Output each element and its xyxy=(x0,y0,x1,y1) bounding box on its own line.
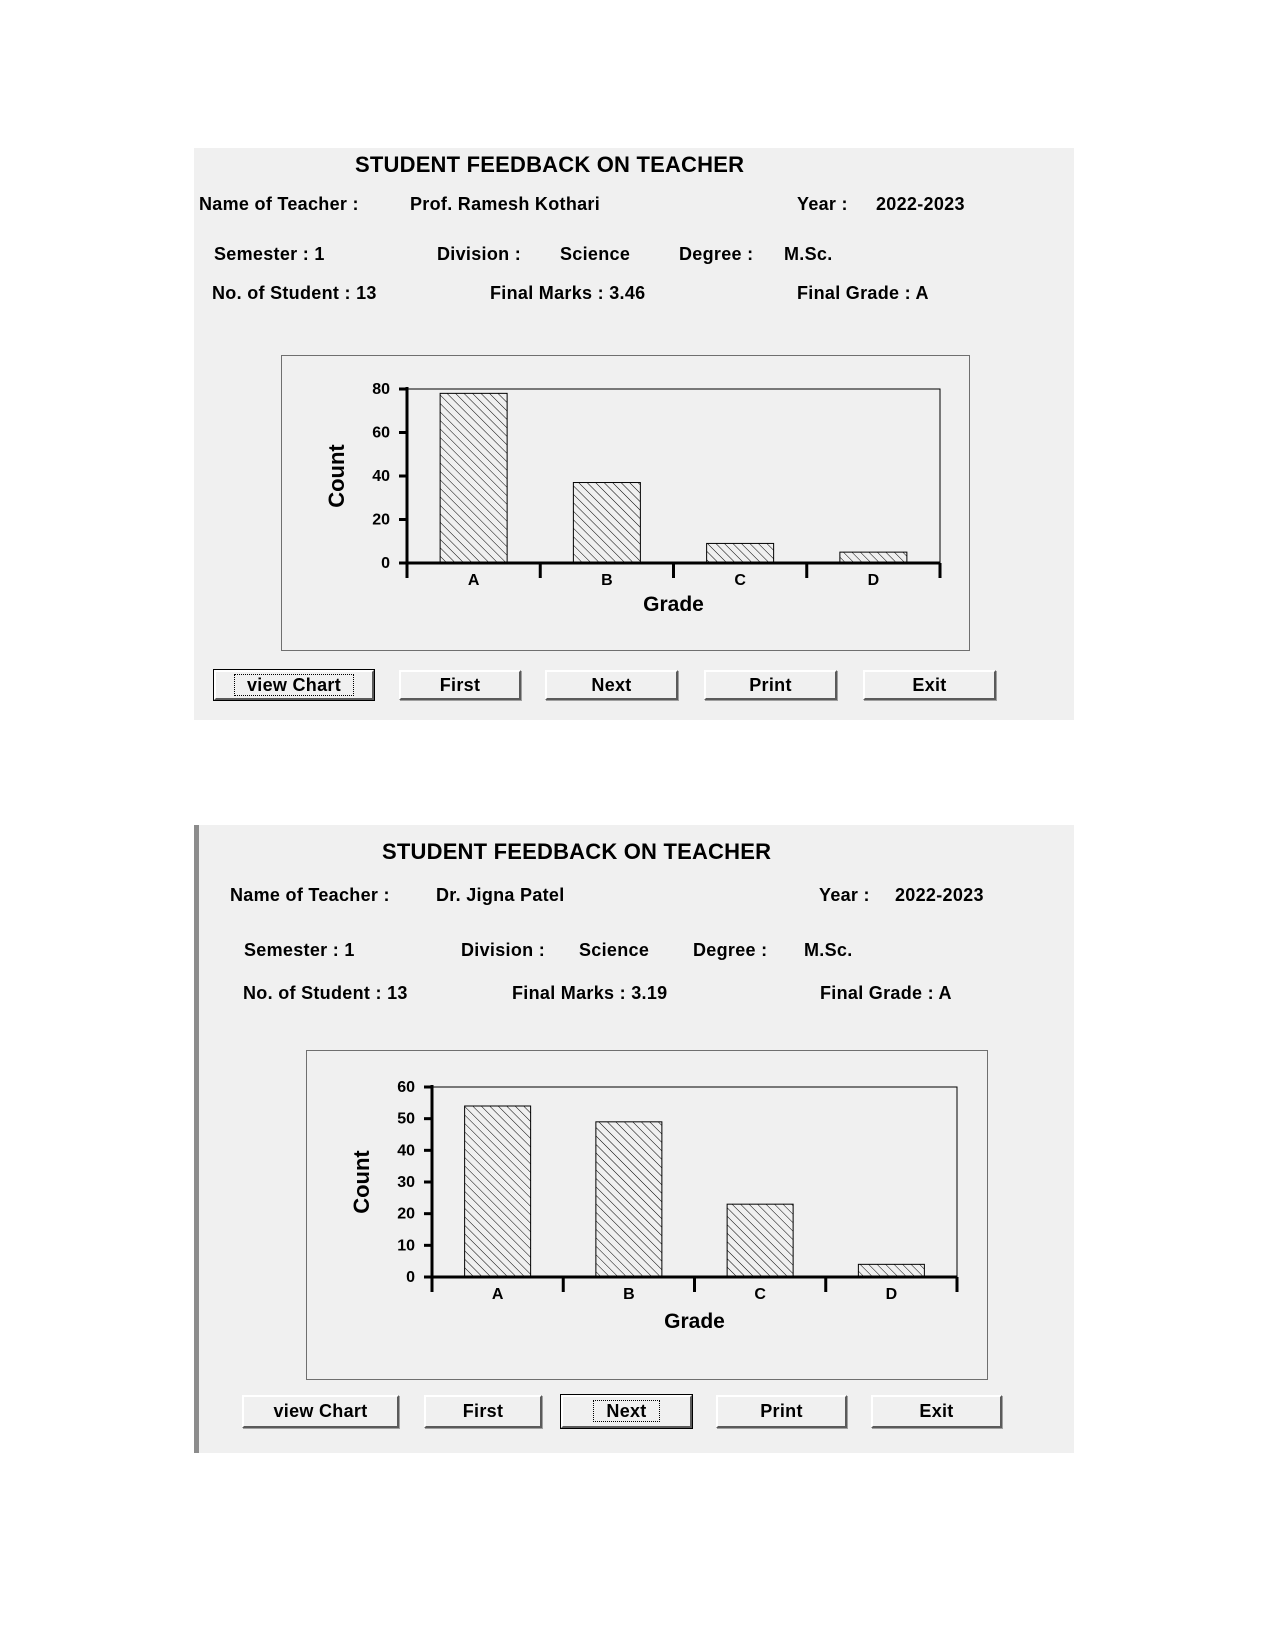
page-title: STUDENT FEEDBACK ON TEACHER xyxy=(382,839,772,864)
print-button[interactable]: Print xyxy=(704,670,837,700)
x-tick-label: B xyxy=(601,572,613,589)
first-button[interactable]: First xyxy=(399,670,521,700)
bar-C xyxy=(727,1204,793,1277)
division-value: Science xyxy=(560,244,631,264)
final-marks: Final Marks : 3.19 xyxy=(512,983,668,1003)
exit-button[interactable]: Exit xyxy=(871,1395,1002,1428)
degree-label: Degree : xyxy=(679,244,754,264)
y-tick-label: 60 xyxy=(372,424,390,442)
semester-text: Semester : 1 xyxy=(244,940,355,960)
first-button[interactable]: First xyxy=(424,1395,542,1428)
page-title: STUDENT FEEDBACK ON TEACHER xyxy=(355,152,745,177)
y-tick-label: 80 xyxy=(372,381,390,398)
y-tick-label: 60 xyxy=(397,1079,415,1096)
teacher-label: Name of Teacher : xyxy=(230,885,390,905)
next-button[interactable]: Next xyxy=(561,1395,692,1428)
year-value: 2022-2023 xyxy=(895,885,984,905)
x-axis-label: Grade xyxy=(664,1310,725,1333)
print-button[interactable]: Print xyxy=(716,1395,847,1428)
y-tick-label: 40 xyxy=(397,1142,415,1160)
x-axis-label: Grade xyxy=(643,593,704,616)
x-tick-label: B xyxy=(623,1286,635,1303)
x-tick-label: C xyxy=(734,572,746,589)
y-axis-label: Count xyxy=(324,444,349,508)
view-chart-button[interactable]: view Chart xyxy=(242,1395,399,1428)
y-tick-label: 0 xyxy=(406,1269,415,1286)
exit-button[interactable]: Exit xyxy=(863,670,996,700)
student-count: No. of Student : 13 xyxy=(212,283,377,303)
year-label: Year : xyxy=(797,194,848,214)
degree-value: M.Sc. xyxy=(784,244,833,264)
y-tick-label: 20 xyxy=(372,511,390,529)
final-grade: Final Grade : A xyxy=(820,983,952,1003)
y-tick-label: 20 xyxy=(397,1205,415,1223)
bar-D xyxy=(840,552,907,563)
bar-A xyxy=(465,1106,531,1277)
semester-text: Semester : 1 xyxy=(214,244,325,264)
teacher-label: Name of Teacher : xyxy=(199,194,359,214)
bar-B xyxy=(596,1122,662,1277)
year-value: 2022-2023 xyxy=(876,194,965,214)
feedback-window-2 xyxy=(194,825,1074,1453)
division-value: Science xyxy=(579,940,650,960)
y-tick-label: 0 xyxy=(381,555,390,572)
degree-value: M.Sc. xyxy=(804,940,853,960)
student-count: No. of Student : 13 xyxy=(243,983,408,1003)
y-tick-label: 50 xyxy=(397,1110,415,1128)
x-tick-label: A xyxy=(467,572,480,589)
y-axis-label: Count xyxy=(349,1150,374,1214)
x-tick-label: A xyxy=(491,1286,504,1303)
view-chart-button[interactable]: view Chart xyxy=(214,670,374,700)
bar-chart xyxy=(282,356,969,650)
final-grade: Final Grade : A xyxy=(797,283,929,303)
chart-frame xyxy=(281,355,970,651)
division-label: Division : xyxy=(437,244,522,264)
bar-C xyxy=(707,543,774,563)
year-label: Year : xyxy=(819,885,870,905)
teacher-value: Prof. Ramesh Kothari xyxy=(410,194,601,214)
bar-chart xyxy=(307,1051,987,1379)
y-tick-label: 10 xyxy=(397,1237,415,1255)
degree-label: Degree : xyxy=(693,940,768,960)
division-label: Division : xyxy=(461,940,546,960)
x-tick-label: C xyxy=(754,1286,766,1303)
y-tick-label: 40 xyxy=(372,468,390,485)
x-tick-label: D xyxy=(867,572,880,589)
bar-B xyxy=(573,483,640,563)
feedback-window-1 xyxy=(194,148,1074,720)
teacher-value: Dr. Jigna Patel xyxy=(436,885,565,905)
bar-D xyxy=(858,1264,924,1277)
x-tick-label: D xyxy=(885,1286,898,1303)
y-tick-label: 30 xyxy=(397,1174,415,1191)
chart-frame xyxy=(306,1050,988,1380)
final-marks: Final Marks : 3.46 xyxy=(490,283,646,303)
next-button[interactable]: Next xyxy=(545,670,678,700)
bar-A xyxy=(440,393,507,563)
